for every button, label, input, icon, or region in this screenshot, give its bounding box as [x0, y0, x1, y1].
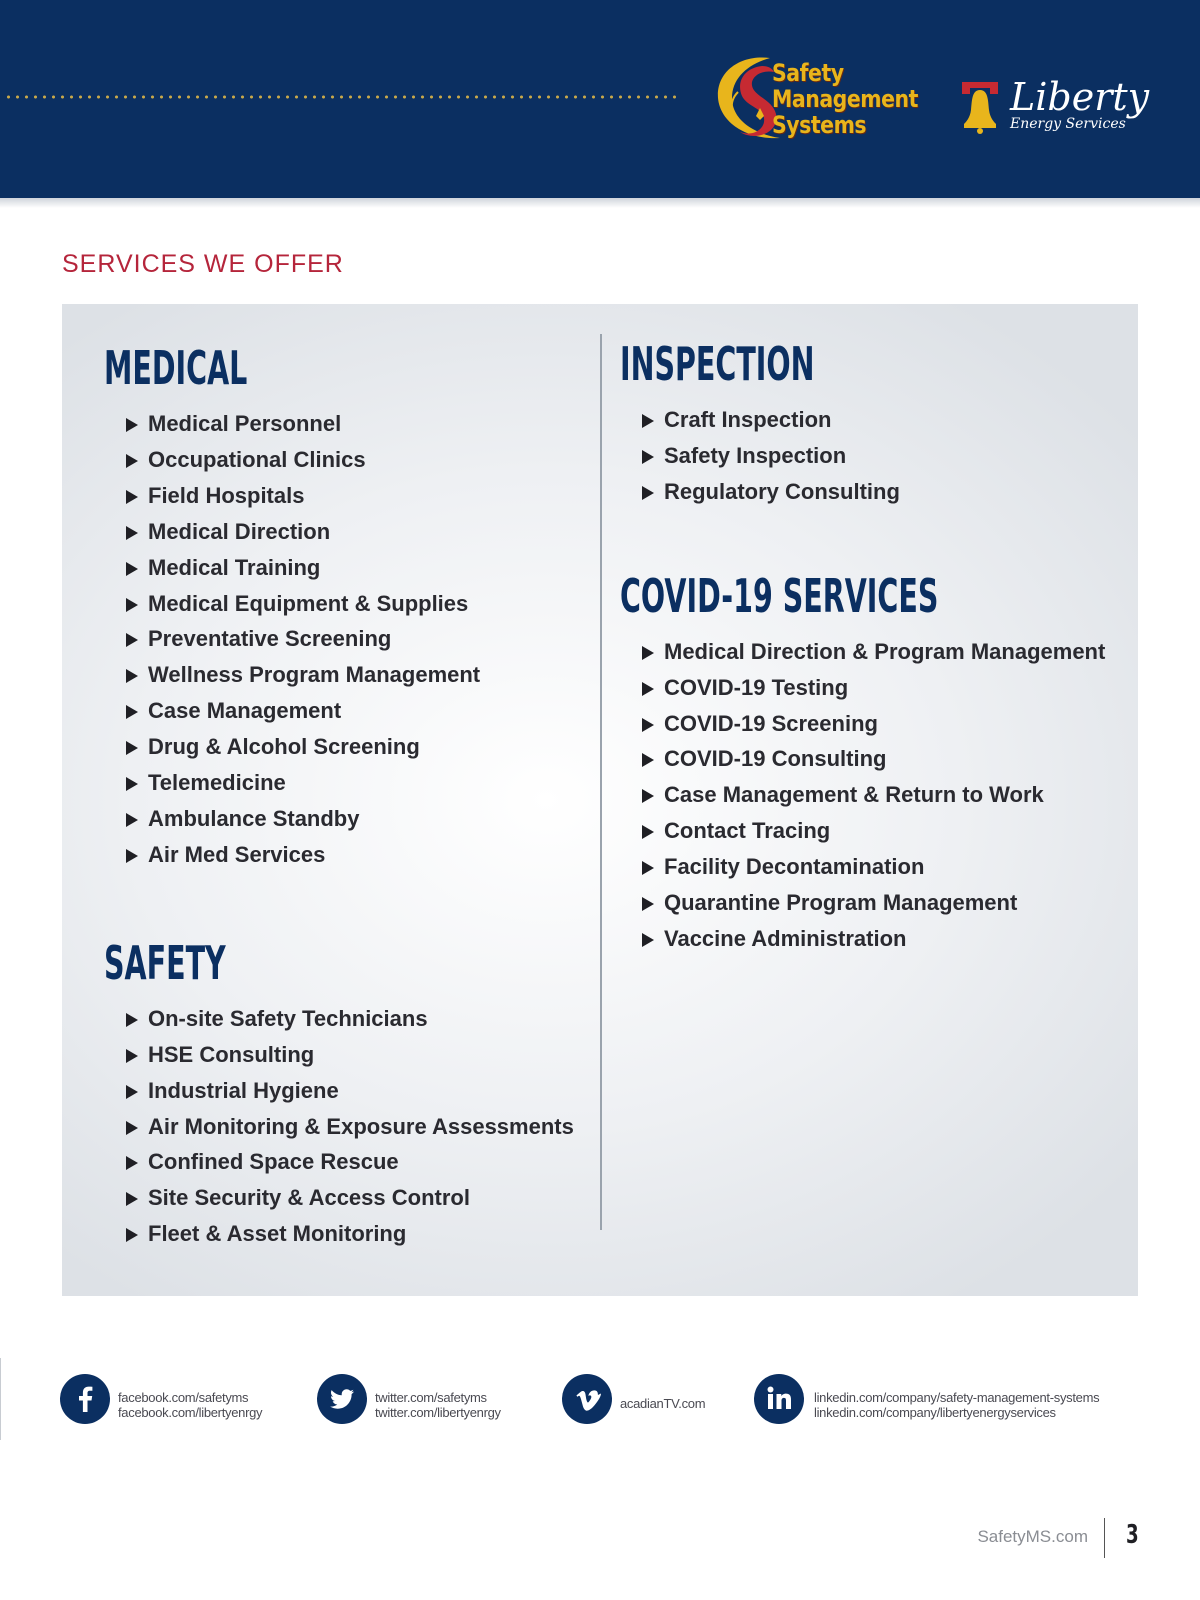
- facebook-url[interactable]: facebook.com/libertyenrgy: [118, 1405, 263, 1420]
- bullet-triangle-icon: [642, 486, 654, 500]
- bullet-triangle-icon: [126, 849, 138, 863]
- inspection-title: INSPECTION: [620, 337, 815, 391]
- bullet-triangle-icon: [642, 682, 654, 696]
- twitter-url[interactable]: twitter.com/safetyms: [375, 1390, 487, 1405]
- list-item: Air Med Services: [126, 837, 584, 873]
- linkedin-url[interactable]: linkedin.com/company/safety-management-systems: [814, 1390, 1100, 1405]
- vimeo-icon[interactable]: [562, 1374, 612, 1424]
- bullet-triangle-icon: [126, 1228, 138, 1242]
- liberty-wordmark: Liberty: [1010, 75, 1150, 119]
- bullet-triangle-icon: [642, 789, 654, 803]
- right-column: [620, 338, 1130, 957]
- list-item: COVID-19 Screening: [642, 706, 1130, 742]
- safety-title: SAFETY: [104, 935, 226, 990]
- header-banner: [0, 0, 1200, 198]
- list-item: Industrial Hygiene: [126, 1073, 584, 1109]
- sms-logo-line: Safety: [772, 59, 844, 87]
- list-item: HSE Consulting: [126, 1037, 584, 1073]
- facebook-url[interactable]: facebook.com/safetyms: [118, 1390, 249, 1405]
- bullet-triangle-icon: [126, 813, 138, 827]
- list-item: Facility Decontamination: [642, 849, 1130, 885]
- bullet-triangle-icon: [126, 418, 138, 432]
- bullet-triangle-icon: [126, 598, 138, 612]
- list-item: Quarantine Program Management: [642, 885, 1130, 921]
- list-item: Wellness Program Management: [126, 657, 584, 693]
- page-number: 3: [1126, 1520, 1139, 1550]
- facebook-icon[interactable]: [60, 1374, 110, 1424]
- vimeo-url[interactable]: acadianTV.com: [620, 1396, 706, 1411]
- left-column: [104, 342, 584, 1252]
- bullet-triangle-icon: [126, 669, 138, 683]
- bullet-triangle-icon: [642, 897, 654, 911]
- list-item: Fleet & Asset Monitoring: [126, 1216, 584, 1252]
- bullet-triangle-icon: [126, 1121, 138, 1135]
- list-item: Vaccine Administration: [642, 921, 1130, 957]
- twitter-icon[interactable]: [317, 1374, 367, 1424]
- list-item: Occupational Clinics: [126, 442, 584, 478]
- bullet-triangle-icon: [642, 753, 654, 767]
- bullet-triangle-icon: [126, 1013, 138, 1027]
- bullet-triangle-icon: [126, 1156, 138, 1170]
- list-item: Medical Direction: [126, 514, 584, 550]
- list-item: Medical Training: [126, 550, 584, 586]
- list-item: Drug & Alcohol Screening: [126, 729, 584, 765]
- footer-divider: [1104, 1518, 1105, 1558]
- medical-title: MEDICAL: [104, 341, 248, 395]
- bullet-triangle-icon: [126, 633, 138, 647]
- bullet-triangle-icon: [126, 777, 138, 791]
- list-item: Preventative Screening: [126, 621, 584, 657]
- bullet-triangle-icon: [642, 646, 654, 660]
- bullet-triangle-icon: [126, 1085, 138, 1099]
- dotted-rule: [4, 95, 680, 99]
- safety-list: [104, 1001, 584, 1252]
- bullet-triangle-icon: [642, 718, 654, 732]
- safety-management-systems-logo: [710, 52, 930, 144]
- medical-list: [104, 406, 584, 873]
- list-item: Field Hospitals: [126, 478, 584, 514]
- bullet-triangle-icon: [126, 454, 138, 468]
- list-item: Site Security & Access Control: [126, 1180, 584, 1216]
- list-item: Air Monitoring & Exposure Assessments: [126, 1109, 584, 1145]
- linkedin-url[interactable]: linkedin.com/company/libertyenergyservices: [814, 1405, 1056, 1420]
- bullet-triangle-icon: [642, 933, 654, 947]
- list-item: Telemedicine: [126, 765, 584, 801]
- bullet-triangle-icon: [126, 526, 138, 540]
- covid-list: [620, 634, 1130, 957]
- bullet-triangle-icon: [126, 705, 138, 719]
- bullet-triangle-icon: [126, 490, 138, 504]
- services-panel: [62, 304, 1138, 1296]
- liberty-energy-logo: [960, 75, 1160, 138]
- liberty-bell-icon: [960, 82, 1000, 134]
- list-item: Medical Direction & Program Management: [642, 634, 1130, 670]
- social-links: [0, 1374, 1200, 1428]
- sms-logo-line: Management: [772, 85, 918, 113]
- list-item: Safety Inspection: [642, 438, 1130, 474]
- twitter-url[interactable]: twitter.com/libertyenrgy: [375, 1405, 501, 1420]
- column-divider: [600, 334, 602, 1230]
- bullet-triangle-icon: [126, 562, 138, 576]
- bullet-triangle-icon: [642, 825, 654, 839]
- sms-logo-line: Systems: [772, 111, 867, 139]
- covid-title: COVID-19 SERVICES: [620, 568, 939, 623]
- liberty-subtitle: Energy Services: [1010, 116, 1126, 132]
- list-item: Craft Inspection: [642, 402, 1130, 438]
- inspection-list: [620, 402, 1130, 510]
- bullet-triangle-icon: [126, 1049, 138, 1063]
- list-item: Case Management & Return to Work: [642, 777, 1130, 813]
- list-item: Case Management: [126, 693, 584, 729]
- list-item: Regulatory Consulting: [642, 474, 1130, 510]
- bullet-triangle-icon: [126, 1192, 138, 1206]
- list-item: Confined Space Rescue: [126, 1144, 584, 1180]
- bullet-triangle-icon: [642, 450, 654, 464]
- list-item: COVID-19 Consulting: [642, 741, 1130, 777]
- linkedin-icon[interactable]: [754, 1374, 804, 1424]
- bullet-triangle-icon: [126, 741, 138, 755]
- header-shadow: [0, 198, 1200, 208]
- section-heading: SERVICES WE OFFER: [62, 250, 344, 278]
- list-item: Medical Equipment & Supplies: [126, 586, 584, 622]
- bullet-triangle-icon: [642, 861, 654, 875]
- list-item: Medical Personnel: [126, 406, 584, 442]
- list-item: COVID-19 Testing: [642, 670, 1130, 706]
- list-item: Ambulance Standby: [126, 801, 584, 837]
- list-item: On-site Safety Technicians: [126, 1001, 584, 1037]
- bullet-triangle-icon: [642, 414, 654, 428]
- website-link[interactable]: SafetyMS.com: [977, 1527, 1088, 1546]
- list-item: Contact Tracing: [642, 813, 1130, 849]
